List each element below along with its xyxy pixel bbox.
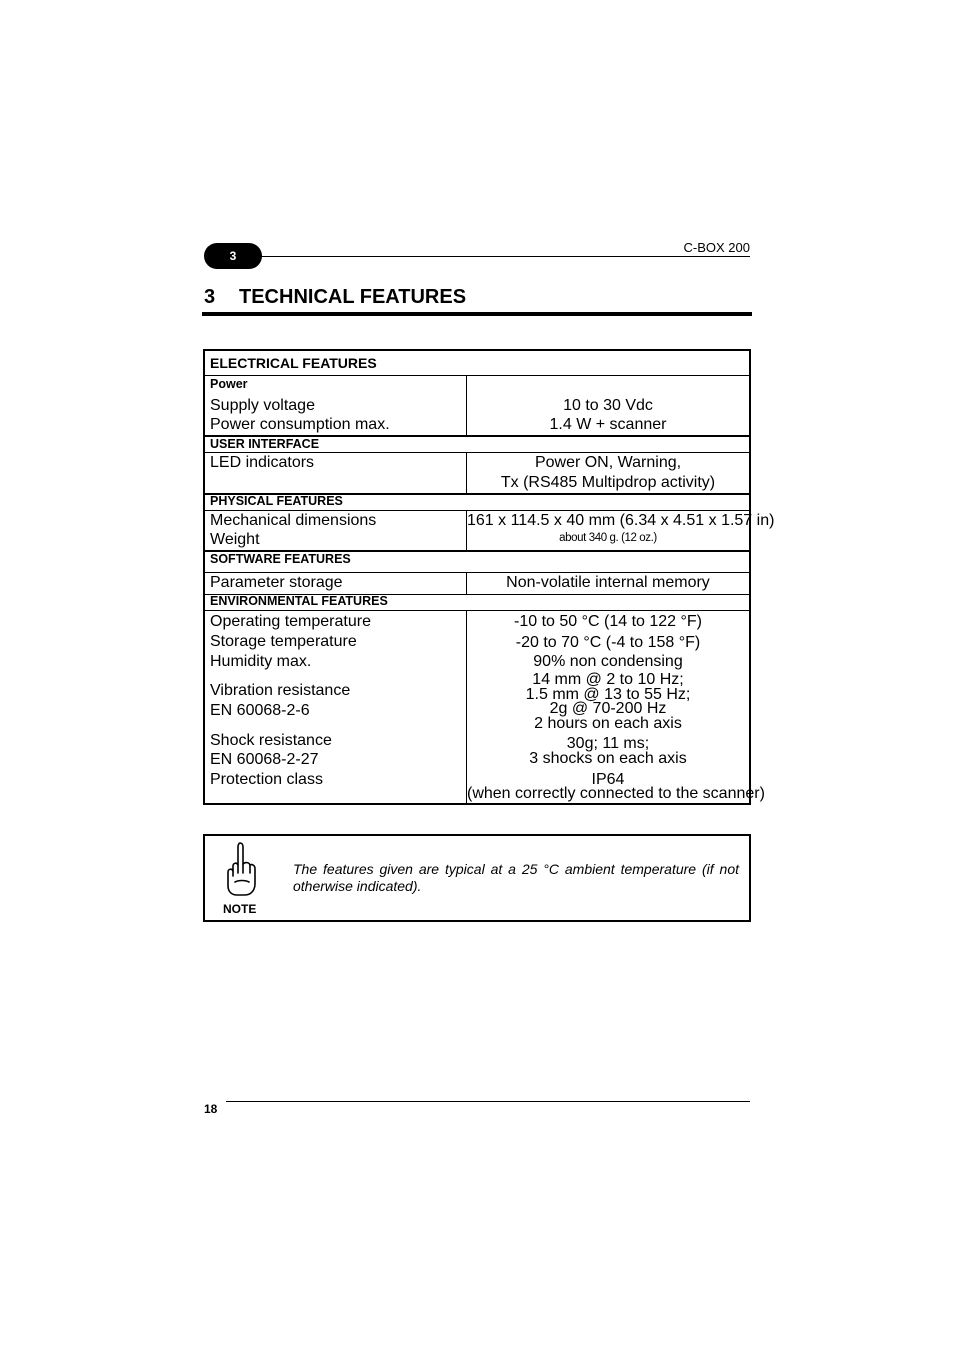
page-number: 18 <box>204 1102 218 1116</box>
header-doc-title: C-BOX 200 <box>683 240 750 255</box>
electrical-heading: ELECTRICAL FEATURES <box>210 355 377 371</box>
shock-value-2: 3 shocks on each axis <box>529 750 687 767</box>
protection-value-1: IP64 <box>591 771 625 788</box>
shock-value-1: 30g; 11 ms; <box>566 735 650 752</box>
power-consumption-value: 1.4 W + scanner <box>549 416 667 433</box>
supply-voltage-value: 10 to 30 Vdc <box>563 397 653 414</box>
parameter-storage-label: Parameter storage <box>210 574 343 591</box>
operating-temp-value: -10 to 50 °C (14 to 122 °F) <box>514 613 702 630</box>
note-label: NOTE <box>223 902 257 916</box>
header-rule <box>254 256 750 257</box>
power-label: Power <box>210 377 248 391</box>
row-divider <box>205 572 749 573</box>
vibration-value-1: 14 mm @ 2 to 10 Hz; <box>532 671 684 688</box>
led-indicators-label: LED indicators <box>210 454 315 471</box>
led-indicators-value-line1: Power ON, Warning, <box>534 454 682 471</box>
supply-voltage-label: Supply voltage <box>210 397 315 414</box>
section-number: 3 <box>204 286 216 308</box>
vibration-value-3: 2g @ 70-200 Hz <box>549 700 667 717</box>
operating-temp-label: Operating temperature <box>210 613 371 630</box>
title-rule <box>202 312 752 316</box>
row-divider <box>205 375 749 376</box>
humidity-label: Humidity max. <box>210 653 312 670</box>
pointing-hand-icon <box>223 840 257 898</box>
vibration-value-4: 2 hours on each axis <box>534 715 682 732</box>
spec-table <box>203 349 775 805</box>
shock-label: Shock resistance <box>210 732 332 749</box>
parameter-storage-value: Non-volatile internal memory <box>506 574 710 591</box>
note-text: The features given are typical at a 25 °C ambient temperature (if not otherwise indicated). <box>293 861 739 894</box>
software-heading: SOFTWARE FEATURES <box>210 552 351 566</box>
physical-heading: PHYSICAL FEATURES <box>210 494 343 508</box>
protection-label: Protection class <box>210 771 323 788</box>
row-divider <box>205 452 749 453</box>
weight-label: Weight <box>210 531 260 548</box>
dimensions-label: Mechanical dimensions <box>210 512 377 529</box>
storage-temp-label: Storage temperature <box>210 633 357 650</box>
weight-value: about 340 g. (12 oz.) <box>559 532 657 544</box>
protection-value-2: (when correctly connected to the scanner) <box>467 785 765 802</box>
power-consumption-label: Power consumption max. <box>210 416 390 433</box>
section-title <box>204 286 466 309</box>
row-divider <box>205 510 749 511</box>
footer-rule <box>226 1101 750 1102</box>
vibration-value-2: 1.5 mm @ 13 to 55 Hz; <box>525 686 691 703</box>
note-box <box>203 834 751 922</box>
row-divider <box>205 610 749 611</box>
dimensions-value: 161 x 114.5 x 40 mm (6.34 x 4.51 x 1.57 in) <box>467 512 775 529</box>
vibration-standard: EN 60068-2-6 <box>210 702 310 719</box>
vibration-label: Vibration resistance <box>210 682 351 699</box>
chapter-badge: 3 <box>204 243 262 269</box>
user-interface-heading: USER INTERFACE <box>210 437 320 451</box>
section-title-text: TECHNICAL FEATURES <box>239 286 467 308</box>
shock-standard: EN 60068-2-27 <box>210 751 319 768</box>
led-indicators-value-line2: Tx (RS485 Multipdrop activity) <box>500 474 716 491</box>
humidity-value: 90% non condensing <box>533 653 683 670</box>
environmental-heading: ENVIRONMENTAL FEATURES <box>210 594 388 608</box>
storage-temp-value: -20 to 70 °C (-4 to 158 °F) <box>515 634 701 651</box>
